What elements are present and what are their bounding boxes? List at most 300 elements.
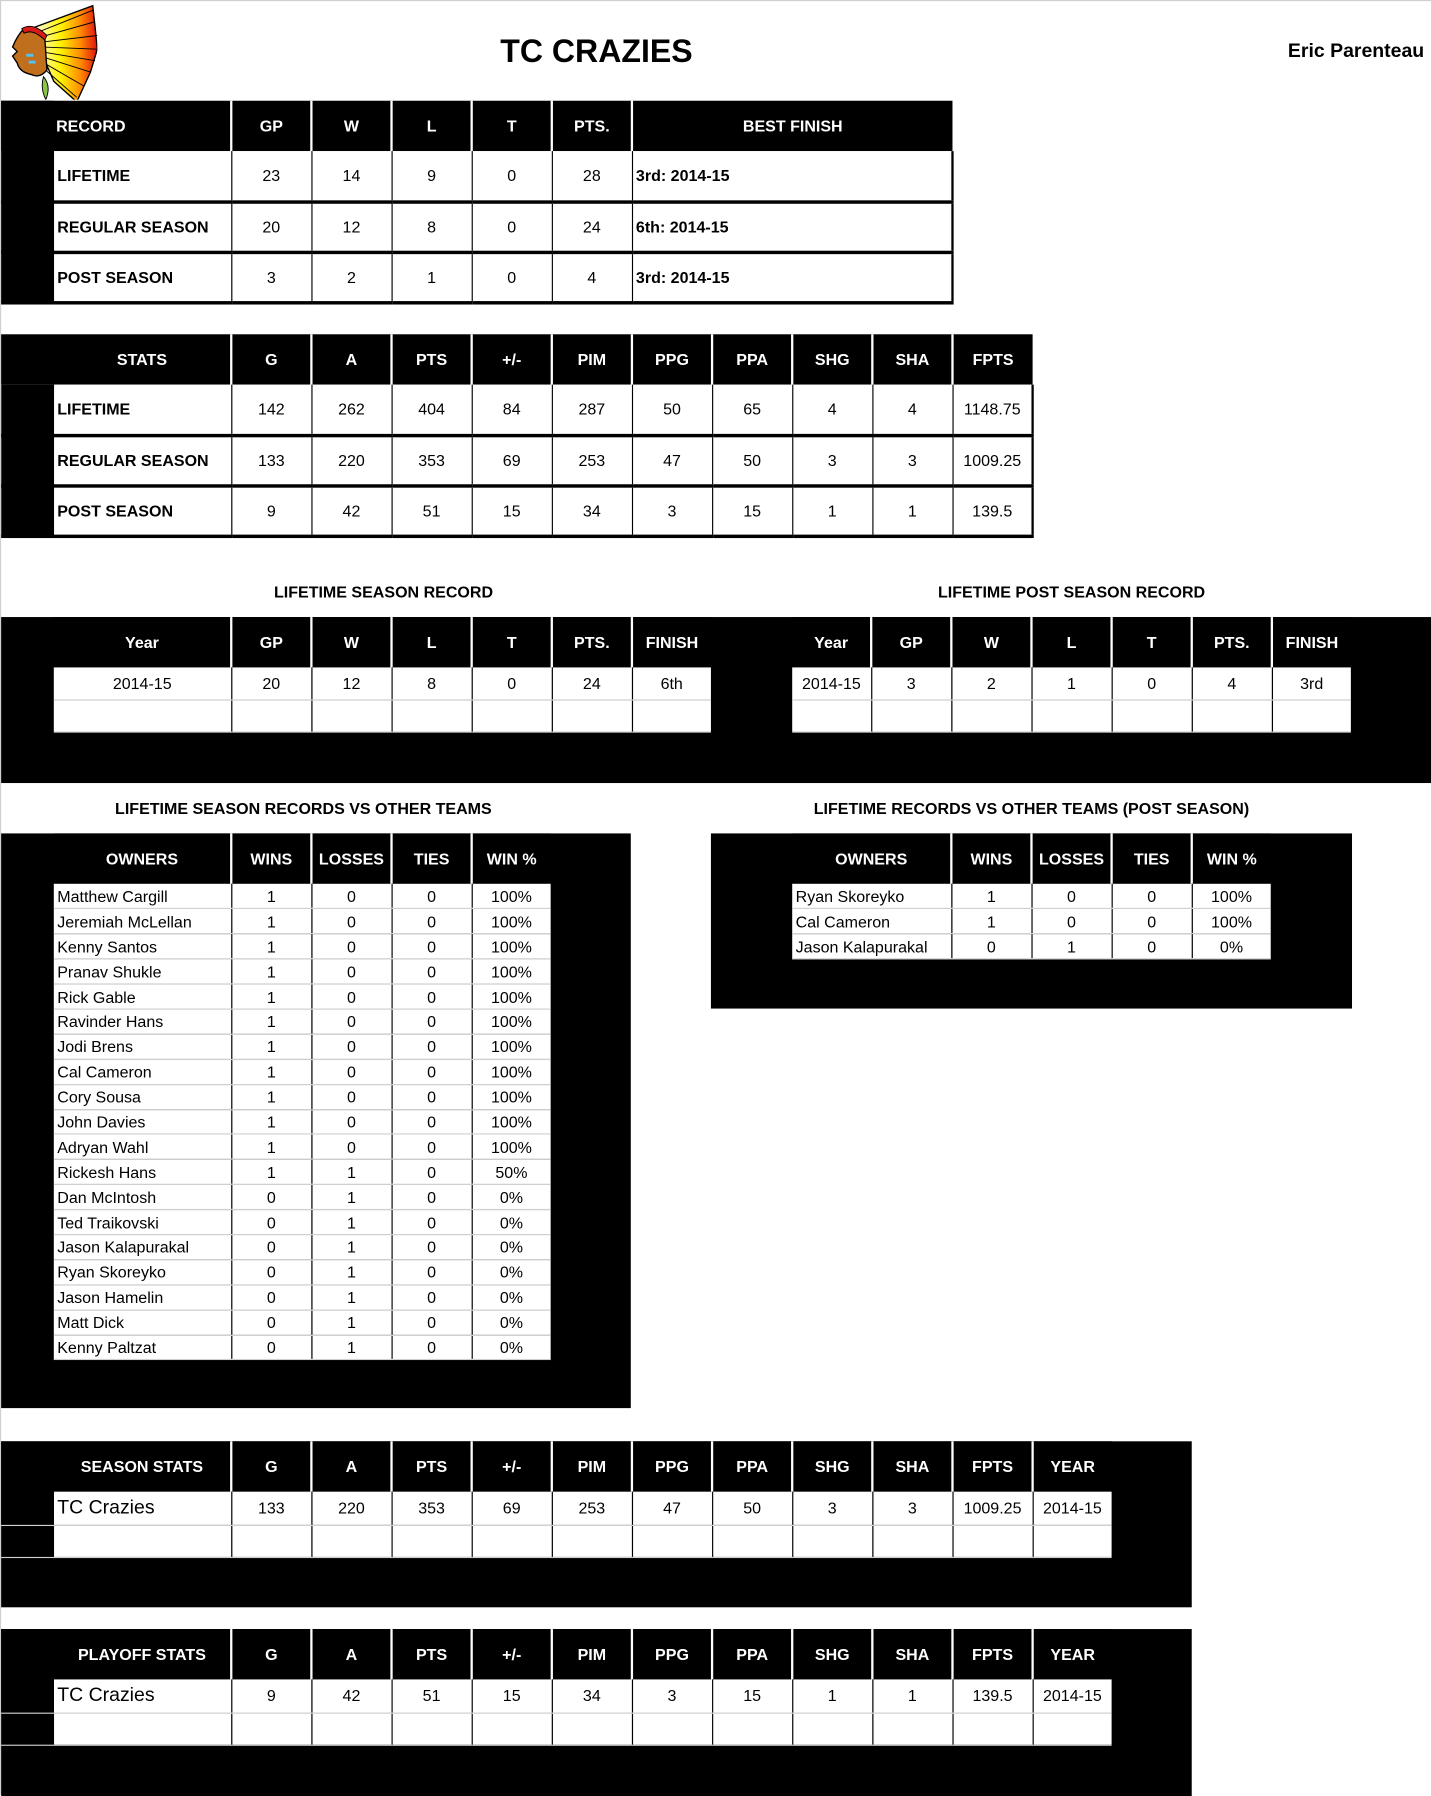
cell-win-pct: 100% — [1192, 884, 1271, 909]
cell-win-pct: 0% — [1192, 934, 1271, 959]
cell-owner: Jeremiah McLellan — [54, 909, 231, 934]
cell-team: TC Crazies — [1, 1492, 231, 1525]
cell-empty — [871, 699, 951, 731]
cell-empty — [392, 1525, 472, 1557]
table-row — [54, 1059, 551, 1084]
cell-win-pct: 100% — [472, 884, 551, 909]
lifetime-post-season-record-title: LIFETIME POST SEASON RECORD — [937, 582, 1206, 602]
cell-ties: 0 — [392, 884, 472, 909]
cell-win-pct: 100% — [472, 909, 551, 934]
cell-empty — [1112, 699, 1192, 731]
col-header-g: G — [231, 334, 311, 384]
cell-wins: 1 — [951, 909, 1031, 934]
table-row — [54, 1285, 551, 1310]
cell-ties: 0 — [1112, 934, 1192, 959]
cell-owner: Jodi Brens — [54, 1034, 231, 1059]
cell-t: 0 — [472, 252, 552, 302]
col-header-g: G — [231, 1629, 311, 1679]
owner-name: Eric Parenteau — [1287, 40, 1425, 62]
cell-win-pct: 100% — [472, 1009, 551, 1034]
col-header-owners: OWNERS — [792, 833, 951, 883]
cell-wins: 0 — [231, 1335, 311, 1360]
col-header-t: T — [472, 617, 552, 667]
table-row — [1, 485, 1032, 535]
cell-ties: 0 — [392, 934, 472, 959]
col-header-plus-minus: +/- — [472, 1441, 552, 1491]
cell-empty — [1033, 1713, 1112, 1745]
cell-wins: 1 — [231, 984, 311, 1009]
cell-pts: 4 — [1192, 667, 1272, 699]
vs-teams-post-title: LIFETIME RECORDS VS OTHER TEAMS (POST SEASON) — [813, 799, 1250, 818]
cell-win-pct: 50% — [472, 1159, 551, 1184]
table-row-empty — [792, 699, 1351, 731]
col-header-g: G — [231, 1441, 311, 1491]
cell-losses: 1 — [1031, 934, 1111, 959]
cell-year: 2014-15 — [1033, 1492, 1112, 1525]
cell-ties: 0 — [392, 984, 472, 1009]
cell-losses: 1 — [311, 1235, 391, 1260]
cell-finish: 3rd — [1272, 667, 1351, 699]
cell-ties: 0 — [392, 1134, 472, 1159]
cell-sha: 1 — [872, 1679, 952, 1712]
table-row — [54, 1210, 551, 1235]
cell-team: TC Crazies — [1, 1679, 231, 1712]
cell-win-pct: 100% — [472, 959, 551, 984]
vs-teams-season-title: LIFETIME SEASON RECORDS VS OTHER TEAMS — [115, 799, 492, 818]
cell-empty — [952, 1525, 1032, 1557]
col-header-ppa: PPA — [712, 1629, 792, 1679]
cell-empty — [311, 699, 391, 731]
cell-pim: 287 — [552, 385, 632, 435]
col-header-pim: PIM — [552, 1629, 632, 1679]
team-name-title: TC CRAZIES — [500, 33, 693, 69]
cell-w: 2 — [311, 252, 391, 302]
cell-wins: 1 — [231, 1159, 311, 1184]
cell-empty — [552, 699, 632, 731]
table-row — [54, 1134, 551, 1159]
cell-empty — [392, 1713, 472, 1745]
cell-pts: 24 — [552, 667, 632, 699]
cell-shg: 3 — [792, 1492, 872, 1525]
cell-gp: 23 — [231, 151, 311, 201]
cell-g: 133 — [231, 435, 311, 485]
cell-gp: 3 — [231, 252, 311, 302]
cell-l: 8 — [392, 667, 472, 699]
cell-empty — [311, 1713, 391, 1745]
col-header-plus-minus: +/- — [472, 1629, 552, 1679]
row-label: REGULAR SEASON — [1, 201, 231, 251]
col-header-pts: PTS. — [552, 101, 632, 151]
cell-win-pct: 0% — [472, 1310, 551, 1335]
cell-losses: 0 — [311, 1134, 391, 1159]
cell-owner: Adryan Wahl — [54, 1134, 231, 1159]
col-header-fpts: FPTS — [952, 1629, 1032, 1679]
lifetime-post-season-record-table — [792, 617, 1351, 732]
col-header-pts: PTS. — [1192, 617, 1272, 667]
table-row-empty — [54, 699, 711, 731]
cell-gp: 3 — [871, 667, 951, 699]
lifetime-season-record-table — [54, 617, 711, 732]
cell-ties: 0 — [392, 909, 472, 934]
cell-wins: 0 — [231, 1210, 311, 1235]
cell-pim: 253 — [552, 1492, 632, 1525]
cell-wins: 1 — [231, 934, 311, 959]
cell-plus-minus: 69 — [472, 1492, 552, 1525]
cell-best-finish: 3rd: 2014-15 — [632, 252, 953, 302]
cell-year: 2014-15 — [54, 667, 231, 699]
cell-sha: 4 — [872, 385, 952, 435]
col-header-ties: TIES — [1112, 833, 1192, 883]
cell-ppg: 3 — [632, 485, 712, 535]
cell-empty — [311, 1525, 391, 1557]
cell-gp: 20 — [231, 201, 311, 251]
cell-ppg: 47 — [632, 1492, 712, 1525]
cell-wins: 0 — [231, 1260, 311, 1285]
cell-g: 9 — [231, 485, 311, 535]
cell-owner: Jason Kalapurakal — [792, 934, 951, 959]
lifetime-season-record-title: LIFETIME SEASON RECORD — [273, 582, 494, 602]
cell-win-pct: 0% — [472, 1235, 551, 1260]
col-header-w: W — [311, 617, 391, 667]
cell-pts: 4 — [552, 252, 632, 302]
cell-sha: 3 — [872, 1492, 952, 1525]
table-row — [54, 1034, 551, 1059]
col-header-pts: PTS. — [552, 617, 632, 667]
cell-owner: Ryan Skoreyko — [54, 1260, 231, 1285]
cell-finish: 6th — [632, 667, 711, 699]
cell-a: 42 — [311, 1679, 391, 1712]
cell-ties: 0 — [1112, 909, 1192, 934]
cell-losses: 1 — [311, 1260, 391, 1285]
cell-ties: 0 — [392, 1235, 472, 1260]
cell-pts: 51 — [392, 485, 472, 535]
cell-empty — [1272, 699, 1351, 731]
cell-ppg: 50 — [632, 385, 712, 435]
cell-losses: 0 — [1031, 884, 1111, 909]
cell-pts: 353 — [392, 1492, 472, 1525]
cell-owner: Pranav Shukle — [54, 959, 231, 984]
cell-empty — [792, 699, 871, 731]
cell-owner: Cory Sousa — [54, 1084, 231, 1109]
col-header-wins: WINS — [951, 833, 1031, 883]
cell-empty — [872, 1713, 952, 1745]
col-header-shg: SHG — [792, 1441, 872, 1491]
cell-empty — [231, 699, 311, 731]
cell-empty — [472, 699, 552, 731]
playoff-stats-table — [1, 1629, 1111, 1745]
cell-empty — [54, 699, 231, 731]
cell-empty — [632, 1525, 712, 1557]
table-row — [1, 1679, 1111, 1712]
cell-win-pct: 100% — [472, 1034, 551, 1059]
cell-sha: 1 — [872, 485, 952, 535]
cell-ties: 0 — [392, 1285, 472, 1310]
col-header-pts: PTS — [392, 334, 472, 384]
col-header-wins: WINS — [231, 833, 311, 883]
cell-ties: 0 — [392, 1210, 472, 1235]
cell-empty — [552, 1525, 632, 1557]
cell-ppg: 3 — [632, 1679, 712, 1712]
cell-ppa: 65 — [712, 385, 792, 435]
cell-shg: 3 — [792, 435, 872, 485]
cell-owner: Matthew Cargill — [54, 884, 231, 909]
cell-a: 42 — [311, 485, 391, 535]
table-row — [54, 1260, 551, 1285]
col-header-l: L — [1031, 617, 1111, 667]
cell-owner: Dan McIntosh — [54, 1185, 231, 1210]
cell-win-pct: 0% — [472, 1210, 551, 1235]
cell-g: 133 — [231, 1492, 311, 1525]
vs-teams-season-table — [54, 833, 551, 1360]
cell-ties: 0 — [392, 1059, 472, 1084]
col-header-t: T — [1112, 617, 1192, 667]
cell-t: 0 — [472, 151, 552, 201]
col-header-sha: SHA — [872, 1441, 952, 1491]
cell-owner: Rick Gable — [54, 984, 231, 1009]
cell-wins: 1 — [231, 1034, 311, 1059]
col-header-sha: SHA — [872, 334, 952, 384]
col-header-losses: LOSSES — [1031, 833, 1111, 883]
col-header-shg: SHG — [792, 1629, 872, 1679]
table-row — [54, 1335, 551, 1360]
cell-empty — [392, 699, 472, 731]
cell-plus-minus: 84 — [472, 385, 552, 435]
cell-best-finish: 6th: 2014-15 — [632, 201, 953, 251]
cell-empty — [1192, 699, 1272, 731]
cell-losses: 1 — [311, 1285, 391, 1310]
cell-wins: 1 — [231, 1009, 311, 1034]
col-header-ppg: PPG — [632, 1441, 712, 1491]
cell-ppa: 50 — [712, 1492, 792, 1525]
cell-ties: 0 — [392, 1335, 472, 1360]
col-header-w: W — [311, 101, 391, 151]
cell-plus-minus: 15 — [472, 485, 552, 535]
cell-win-pct: 100% — [472, 1134, 551, 1159]
table-row — [792, 909, 1271, 934]
cell-win-pct: 0% — [472, 1335, 551, 1360]
cell-empty — [792, 1713, 872, 1745]
col-header-record: RECORD — [1, 101, 231, 151]
cell-w: 12 — [311, 201, 391, 251]
cell-wins: 1 — [231, 1059, 311, 1084]
cell-wins: 1 — [231, 1084, 311, 1109]
cell-owner: Ravinder Hans — [54, 1009, 231, 1034]
table-row — [54, 934, 551, 959]
col-header-ppg: PPG — [632, 334, 712, 384]
cell-a: 262 — [311, 385, 391, 435]
cell-fpts: 1009.25 — [952, 435, 1032, 485]
cell-wins: 1 — [231, 884, 311, 909]
cell-l: 9 — [392, 151, 472, 201]
col-header-year: Year — [54, 617, 231, 667]
col-header-ppa: PPA — [712, 334, 792, 384]
col-header-fpts: FPTS — [952, 334, 1032, 384]
cell-losses: 0 — [311, 1059, 391, 1084]
col-header-plus-minus: +/- — [472, 334, 552, 384]
cell-t: 0 — [1112, 667, 1192, 699]
cell-losses: 0 — [1031, 909, 1111, 934]
cell-win-pct: 0% — [472, 1185, 551, 1210]
cell-win-pct: 100% — [472, 1084, 551, 1109]
cell-empty — [1031, 699, 1111, 731]
cell-wins: 1 — [231, 1134, 311, 1159]
col-header-t: T — [472, 101, 552, 151]
table-row — [54, 959, 551, 984]
cell-ppg: 47 — [632, 435, 712, 485]
chief-headdress-logo-icon — [6, 3, 98, 99]
header-row — [1, 1441, 1111, 1491]
cell-losses: 0 — [311, 959, 391, 984]
cell-empty — [1033, 1525, 1112, 1557]
cell-losses: 1 — [311, 1185, 391, 1210]
header-row — [792, 833, 1271, 883]
cell-losses: 0 — [311, 909, 391, 934]
cell-l: 1 — [392, 252, 472, 302]
col-header-year: Year — [792, 617, 871, 667]
cell-pts: 51 — [392, 1679, 472, 1712]
cell-plus-minus: 69 — [472, 435, 552, 485]
table-row — [54, 884, 551, 909]
cell-owner: Jason Kalapurakal — [54, 1235, 231, 1260]
col-header-win-pct: WIN % — [1192, 833, 1271, 883]
col-header-year: YEAR — [1033, 1441, 1112, 1491]
cell-t: 0 — [472, 667, 552, 699]
cell-wins: 0 — [951, 934, 1031, 959]
record-table — [1, 101, 953, 304]
col-header-w: W — [951, 617, 1031, 667]
cell-win-pct: 0% — [472, 1260, 551, 1285]
cell-losses: 0 — [311, 984, 391, 1009]
row-label: REGULAR SEASON — [1, 435, 231, 485]
cell-wins: 1 — [231, 1109, 311, 1134]
cell-w: 12 — [311, 667, 391, 699]
record-header-row — [1, 101, 952, 151]
cell-empty — [632, 699, 711, 731]
row-label: LIFETIME — [1, 151, 231, 201]
cell-w: 14 — [311, 151, 391, 201]
cell-g: 142 — [231, 385, 311, 435]
row-label: POST SEASON — [1, 485, 231, 535]
cell-losses: 0 — [311, 1109, 391, 1134]
col-header-owners: OWNERS — [54, 833, 231, 883]
cell-fpts: 1148.75 — [952, 385, 1032, 435]
cell-losses: 0 — [311, 1084, 391, 1109]
cell-empty — [1, 1713, 231, 1745]
cell-best-finish: 3rd: 2014-15 — [632, 151, 953, 201]
table-row — [1, 201, 952, 251]
cell-empty — [472, 1525, 552, 1557]
season-stats-table — [1, 1441, 1111, 1557]
cell-losses: 0 — [311, 884, 391, 909]
stats-table — [1, 334, 1034, 537]
col-header-year: YEAR — [1033, 1629, 1112, 1679]
cell-ties: 0 — [392, 1260, 472, 1285]
cell-owner: Cal Cameron — [792, 909, 951, 934]
col-header-l: L — [392, 101, 472, 151]
cell-pim: 253 — [552, 435, 632, 485]
cell-empty — [872, 1525, 952, 1557]
col-header-ppg: PPG — [632, 1629, 712, 1679]
cell-ties: 0 — [392, 1034, 472, 1059]
cell-losses: 0 — [311, 934, 391, 959]
cell-ppa: 50 — [712, 435, 792, 485]
cell-losses: 1 — [311, 1310, 391, 1335]
col-header-pts: PTS — [392, 1629, 472, 1679]
cell-ties: 0 — [392, 1310, 472, 1335]
table-row — [1, 151, 952, 201]
cell-losses: 1 — [311, 1335, 391, 1360]
col-header-pim: PIM — [552, 334, 632, 384]
table-row — [1, 435, 1032, 485]
cell-win-pct: 100% — [472, 984, 551, 1009]
col-header-a: A — [311, 334, 391, 384]
cell-owner: Rickesh Hans — [54, 1159, 231, 1184]
col-header-season-stats: SEASON STATS — [1, 1441, 231, 1491]
cell-empty — [951, 699, 1031, 731]
col-header-stats: STATS — [1, 334, 231, 384]
col-header-finish: FINISH — [1272, 617, 1351, 667]
cell-l: 1 — [1031, 667, 1111, 699]
cell-win-pct: 0% — [472, 1285, 551, 1310]
col-header-finish: FINISH — [632, 617, 711, 667]
cell-pts: 404 — [392, 385, 472, 435]
cell-ties: 0 — [392, 1185, 472, 1210]
cell-losses: 0 — [311, 1009, 391, 1034]
cell-ppa: 15 — [712, 1679, 792, 1712]
cell-plus-minus: 15 — [472, 1679, 552, 1712]
cell-pts: 353 — [392, 435, 472, 485]
row-label: POST SEASON — [1, 252, 231, 302]
table-row — [54, 1084, 551, 1109]
cell-empty — [952, 1713, 1032, 1745]
cell-losses: 1 — [311, 1210, 391, 1235]
cell-empty — [231, 1525, 311, 1557]
header-row — [54, 617, 711, 667]
table-row — [54, 1009, 551, 1034]
col-header-playoff-stats: PLAYOFF STATS — [1, 1629, 231, 1679]
cell-fpts: 1009.25 — [952, 1492, 1032, 1525]
cell-empty — [472, 1713, 552, 1745]
cell-losses: 1 — [311, 1159, 391, 1184]
col-header-gp: GP — [231, 101, 311, 151]
col-header-shg: SHG — [792, 334, 872, 384]
cell-a: 220 — [311, 435, 391, 485]
cell-year: 2014-15 — [1033, 1679, 1112, 1712]
cell-wins: 1 — [231, 909, 311, 934]
cell-pim: 34 — [552, 485, 632, 535]
table-row — [54, 1310, 551, 1335]
col-header-win-pct: WIN % — [472, 833, 551, 883]
cell-owner: Matt Dick — [54, 1310, 231, 1335]
cell-ties: 0 — [392, 1109, 472, 1134]
cell-pts: 28 — [552, 151, 632, 201]
col-header-gp: GP — [231, 617, 311, 667]
cell-ties: 0 — [392, 1159, 472, 1184]
cell-wins: 1 — [951, 884, 1031, 909]
cell-g: 9 — [231, 1679, 311, 1712]
col-header-pim: PIM — [552, 1441, 632, 1491]
col-header-gp: GP — [871, 617, 951, 667]
cell-win-pct: 100% — [1192, 909, 1271, 934]
cell-owner: Cal Cameron — [54, 1059, 231, 1084]
col-header-a: A — [311, 1441, 391, 1491]
col-header-a: A — [311, 1629, 391, 1679]
cell-shg: 4 — [792, 385, 872, 435]
cell-owner: Jason Hamelin — [54, 1285, 231, 1310]
cell-pim: 34 — [552, 1679, 632, 1712]
col-header-best-finish: BEST FINISH — [632, 101, 953, 151]
table-row — [54, 1109, 551, 1134]
